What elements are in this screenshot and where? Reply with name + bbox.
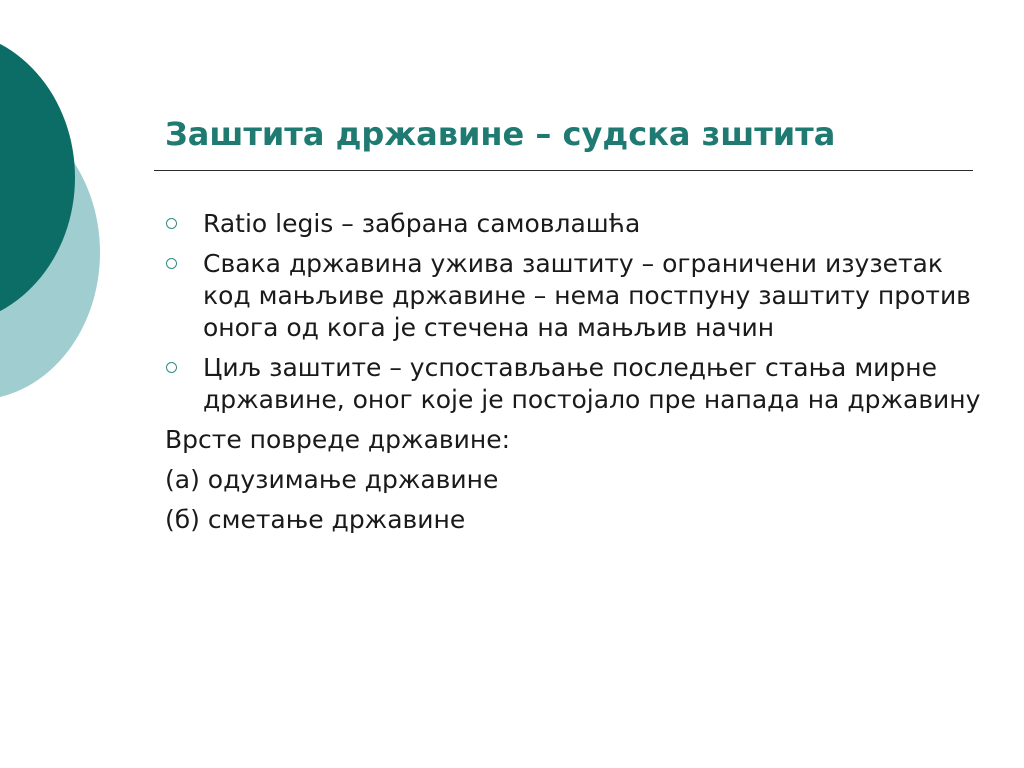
title-divider xyxy=(154,170,973,171)
bullet-item xyxy=(165,208,985,240)
bullet-text: Циљ заштите – успостављање последњег стања мирне државине, оног које је постојало пре напада на државину xyxy=(203,353,981,414)
bullet-item xyxy=(165,248,985,344)
plain-line: (а) одузимање државине xyxy=(165,465,499,494)
hollow-circle-icon xyxy=(166,362,177,373)
hollow-circle-icon xyxy=(166,258,177,269)
plain-line: Врсте повреде државине: xyxy=(165,425,511,454)
hollow-circle-icon xyxy=(166,218,177,229)
slide-body xyxy=(165,208,985,544)
bullet-item xyxy=(165,352,985,416)
slide-title: Заштита државине – судска зштита xyxy=(165,115,836,153)
bullet-text: Свака државина ужива заштиту – ограничени изузетак код мањљиве државине – нема постпуну заштиту против онога од кога је стечена на мањљив начин xyxy=(203,249,971,342)
plain-line: (б) сметање државине xyxy=(165,505,466,534)
bullet-text: Ratio legis – забрана самовлашћа xyxy=(203,209,641,238)
